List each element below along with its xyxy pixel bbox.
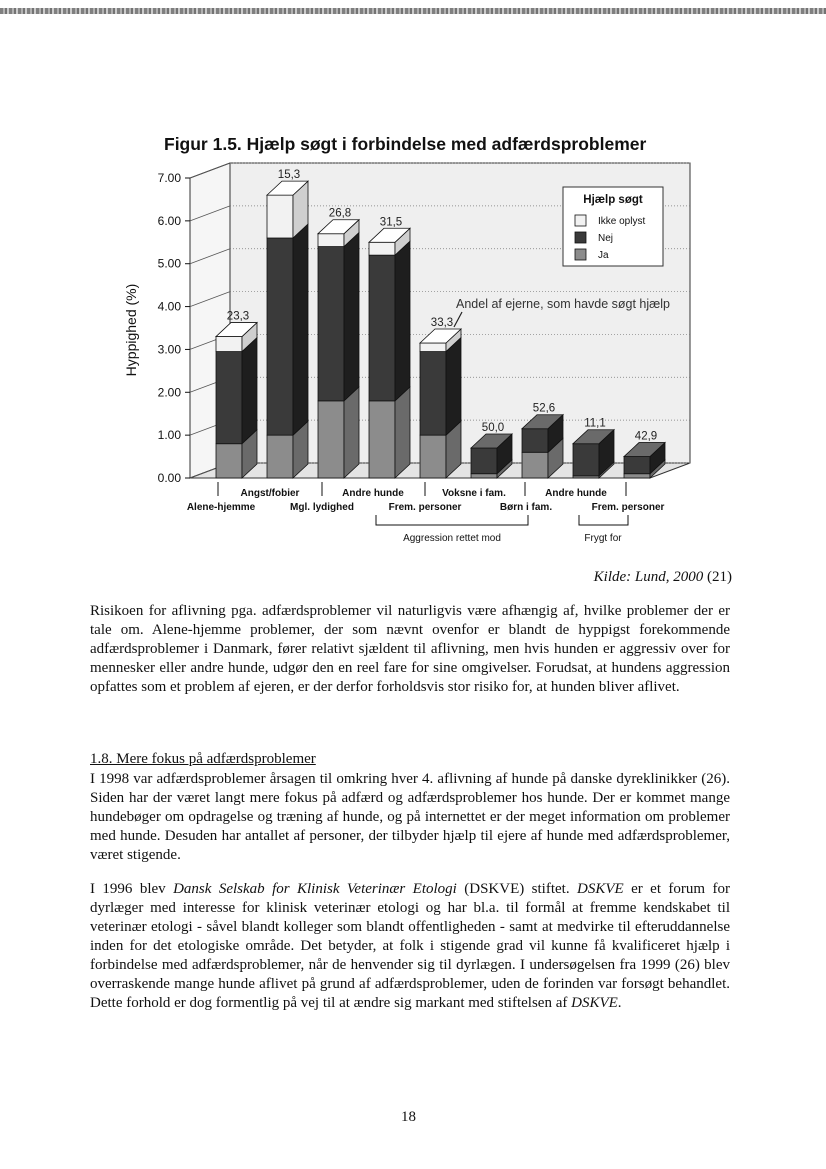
legend-title: Hjælp søgt <box>583 194 643 206</box>
bar-segment <box>216 337 242 352</box>
bar-segment <box>267 435 293 478</box>
bar-percent-label: 50,0 <box>481 422 505 434</box>
bar-segment <box>318 247 344 401</box>
society-abbrev: DSKVE <box>577 881 624 897</box>
y-tick-label: 7.00 <box>157 171 181 185</box>
y-tick-label: 6.00 <box>157 213 181 228</box>
category-label: Andre hunde <box>545 488 607 499</box>
section-heading: 1.8. Mere fokus på adfærdsproblemer <box>90 751 316 767</box>
figure-source <box>594 569 732 586</box>
bar-segment <box>420 343 446 352</box>
y-axis-label: Hyppighed (%) <box>123 283 139 377</box>
bar-segment <box>369 255 395 401</box>
bar-segment-side <box>446 338 461 436</box>
para-text: (DSKVE) stiftet. <box>456 881 578 897</box>
bar-segment-side <box>344 387 359 478</box>
category-label: Frem. personer <box>591 502 665 513</box>
bar-percent-label: 23,3 <box>226 310 250 323</box>
legend-entry-label: Ikke oplyst <box>598 216 646 227</box>
paragraph-dskve <box>90 880 730 1013</box>
page-number: 18 <box>401 1109 416 1125</box>
y-tick-label: 1.00 <box>157 428 181 443</box>
bar-segment-side <box>395 387 410 478</box>
legend-entry-label: Nej <box>598 233 614 244</box>
bar-percent-label: 52,6 <box>532 402 556 415</box>
category-label: Mgl. lydighed <box>290 502 354 513</box>
bar-segment <box>624 474 650 478</box>
stacked-bar-chart <box>0 0 826 560</box>
paragraph-risk: Risikoen for aflivning pga. adfærdsproblemer vil naturligvis være afhængig af, hvilke problemer der er tale om. Alene-hjemme problemer, der som nævnt ovenfor er blandt de hyppigst forekommende adfærdsproblemer i Danmark, fører relativt sjældent til aflivning, men hvis hunden er aggressiv over for mennesker eller andre hunde, udgør den en reel fare for sine omgivelser. Forudsat, at hundens aggression opfattes som et problem af ejeren, er der derfor forholdsvis stor risiko for, at hunden bliver aflivet. <box>90 603 730 695</box>
y-tick-label: 4.00 <box>157 299 181 314</box>
legend-swatch <box>575 232 586 243</box>
category-label: Voksne i fam. <box>442 488 506 499</box>
bar-segment <box>471 448 497 474</box>
bar-percent-label: 26,8 <box>328 207 352 220</box>
bar-segment <box>522 452 548 478</box>
category-label: Børn i fam. <box>499 502 553 513</box>
legend-swatch <box>575 215 586 226</box>
group-bracket <box>376 515 528 525</box>
bar-segment-side <box>293 224 308 435</box>
legend-swatch <box>575 249 586 260</box>
bar-percent-label: 42,9 <box>634 430 658 443</box>
legend-entry-label: Ja <box>598 250 609 261</box>
bar-segment <box>522 429 548 453</box>
bar-percent-label: 33,3 <box>430 317 454 329</box>
source-ref: (21) <box>703 569 732 585</box>
category-label: Frem. personer <box>388 502 462 513</box>
para-text: er et forum for dyrlæger med interesse for klinisk veterinær etologi og har bl.a. til formål at fremme kendskabet til veterinær etologi - såvel blandt kolleger som blandt offentligheden - samt at medvirke til efteruddannelse inden for det etologiske område. Det betyder, at folk i stigende grad vil kunne få kvalificeret hjælp i forbindelse med adfærdsproblemer, når de henvender sig til dyrlægen. I undersøgelsen fra 1999 (26) blev overraskende mange hunde aflivet på grund af adfærdsproblemer, uden de forinden var forsøgt behandlet. Dette forhold er dog formentlig på vej til at ændre sig markant med stiftelsen af <box>90 881 730 1011</box>
bar-segment <box>573 444 599 476</box>
bar-segment <box>420 435 446 478</box>
bar-segment <box>318 234 344 247</box>
bar-segment-side <box>242 338 257 444</box>
y-tick-label: 3.00 <box>157 342 181 357</box>
category-label: Andre hunde <box>342 488 404 499</box>
y-tick-label: 5.00 <box>157 256 181 271</box>
category-label: Alene-hjemme <box>186 502 256 513</box>
bar-segment <box>369 401 395 478</box>
bar-segment <box>471 474 497 478</box>
bar-segment <box>420 352 446 436</box>
paragraph-focus: I 1998 var adfærdsproblemer årsagen til omkring hver 4. aflivning af hunde på danske dyreklinikker (26). Siden har der været langt mere fokus på adfærd og adfærdsproblemer hos hunde. Der er kommet mange hundebøger om opdragelse og træning af hunde, og på internettet er der meget information om problemer med hunde. Desuden har antallet af personer, der tilbyder hjælp til ejere af hunde med adfærdsproblemer, været stigende. <box>90 771 730 863</box>
category-label: Angst/fobier <box>240 488 300 499</box>
bar-percent-label: 15,3 <box>277 169 301 182</box>
group-bracket <box>579 515 628 525</box>
society-name: Dansk Selskab for Klinisk Veterinær Etologi <box>173 881 457 897</box>
bar-segment <box>267 238 293 435</box>
bar-percent-label: 31,5 <box>379 216 403 229</box>
bar-segment <box>216 444 242 478</box>
group-label: Aggression rettet mod <box>403 533 501 544</box>
bar-segment <box>216 352 242 444</box>
chart-annotation: Andel af ejerne, som havde søgt hjælp <box>456 297 671 311</box>
society-abbrev: DSKVE <box>571 995 618 1011</box>
bar-segment <box>369 242 395 255</box>
para-text: I 1996 blev <box>90 881 174 897</box>
group-label: Frygt for <box>584 533 622 544</box>
para-text: . <box>617 995 622 1011</box>
bar-segment <box>318 401 344 478</box>
bar-segment-side <box>395 241 410 401</box>
bar-percent-label: 11,1 <box>584 417 606 430</box>
y-tick-label: 2.00 <box>157 385 181 400</box>
bar-segment <box>624 457 650 474</box>
source-citation: Kilde: Lund, 2000 <box>593 569 704 585</box>
bar-segment <box>267 195 293 238</box>
bar-segment-side <box>344 233 359 401</box>
y-tick-label: 0.00 <box>157 471 181 485</box>
figure-title: Figur 1.5. Hjælp søgt i forbindelse med adfærdsproblemer <box>164 134 647 154</box>
